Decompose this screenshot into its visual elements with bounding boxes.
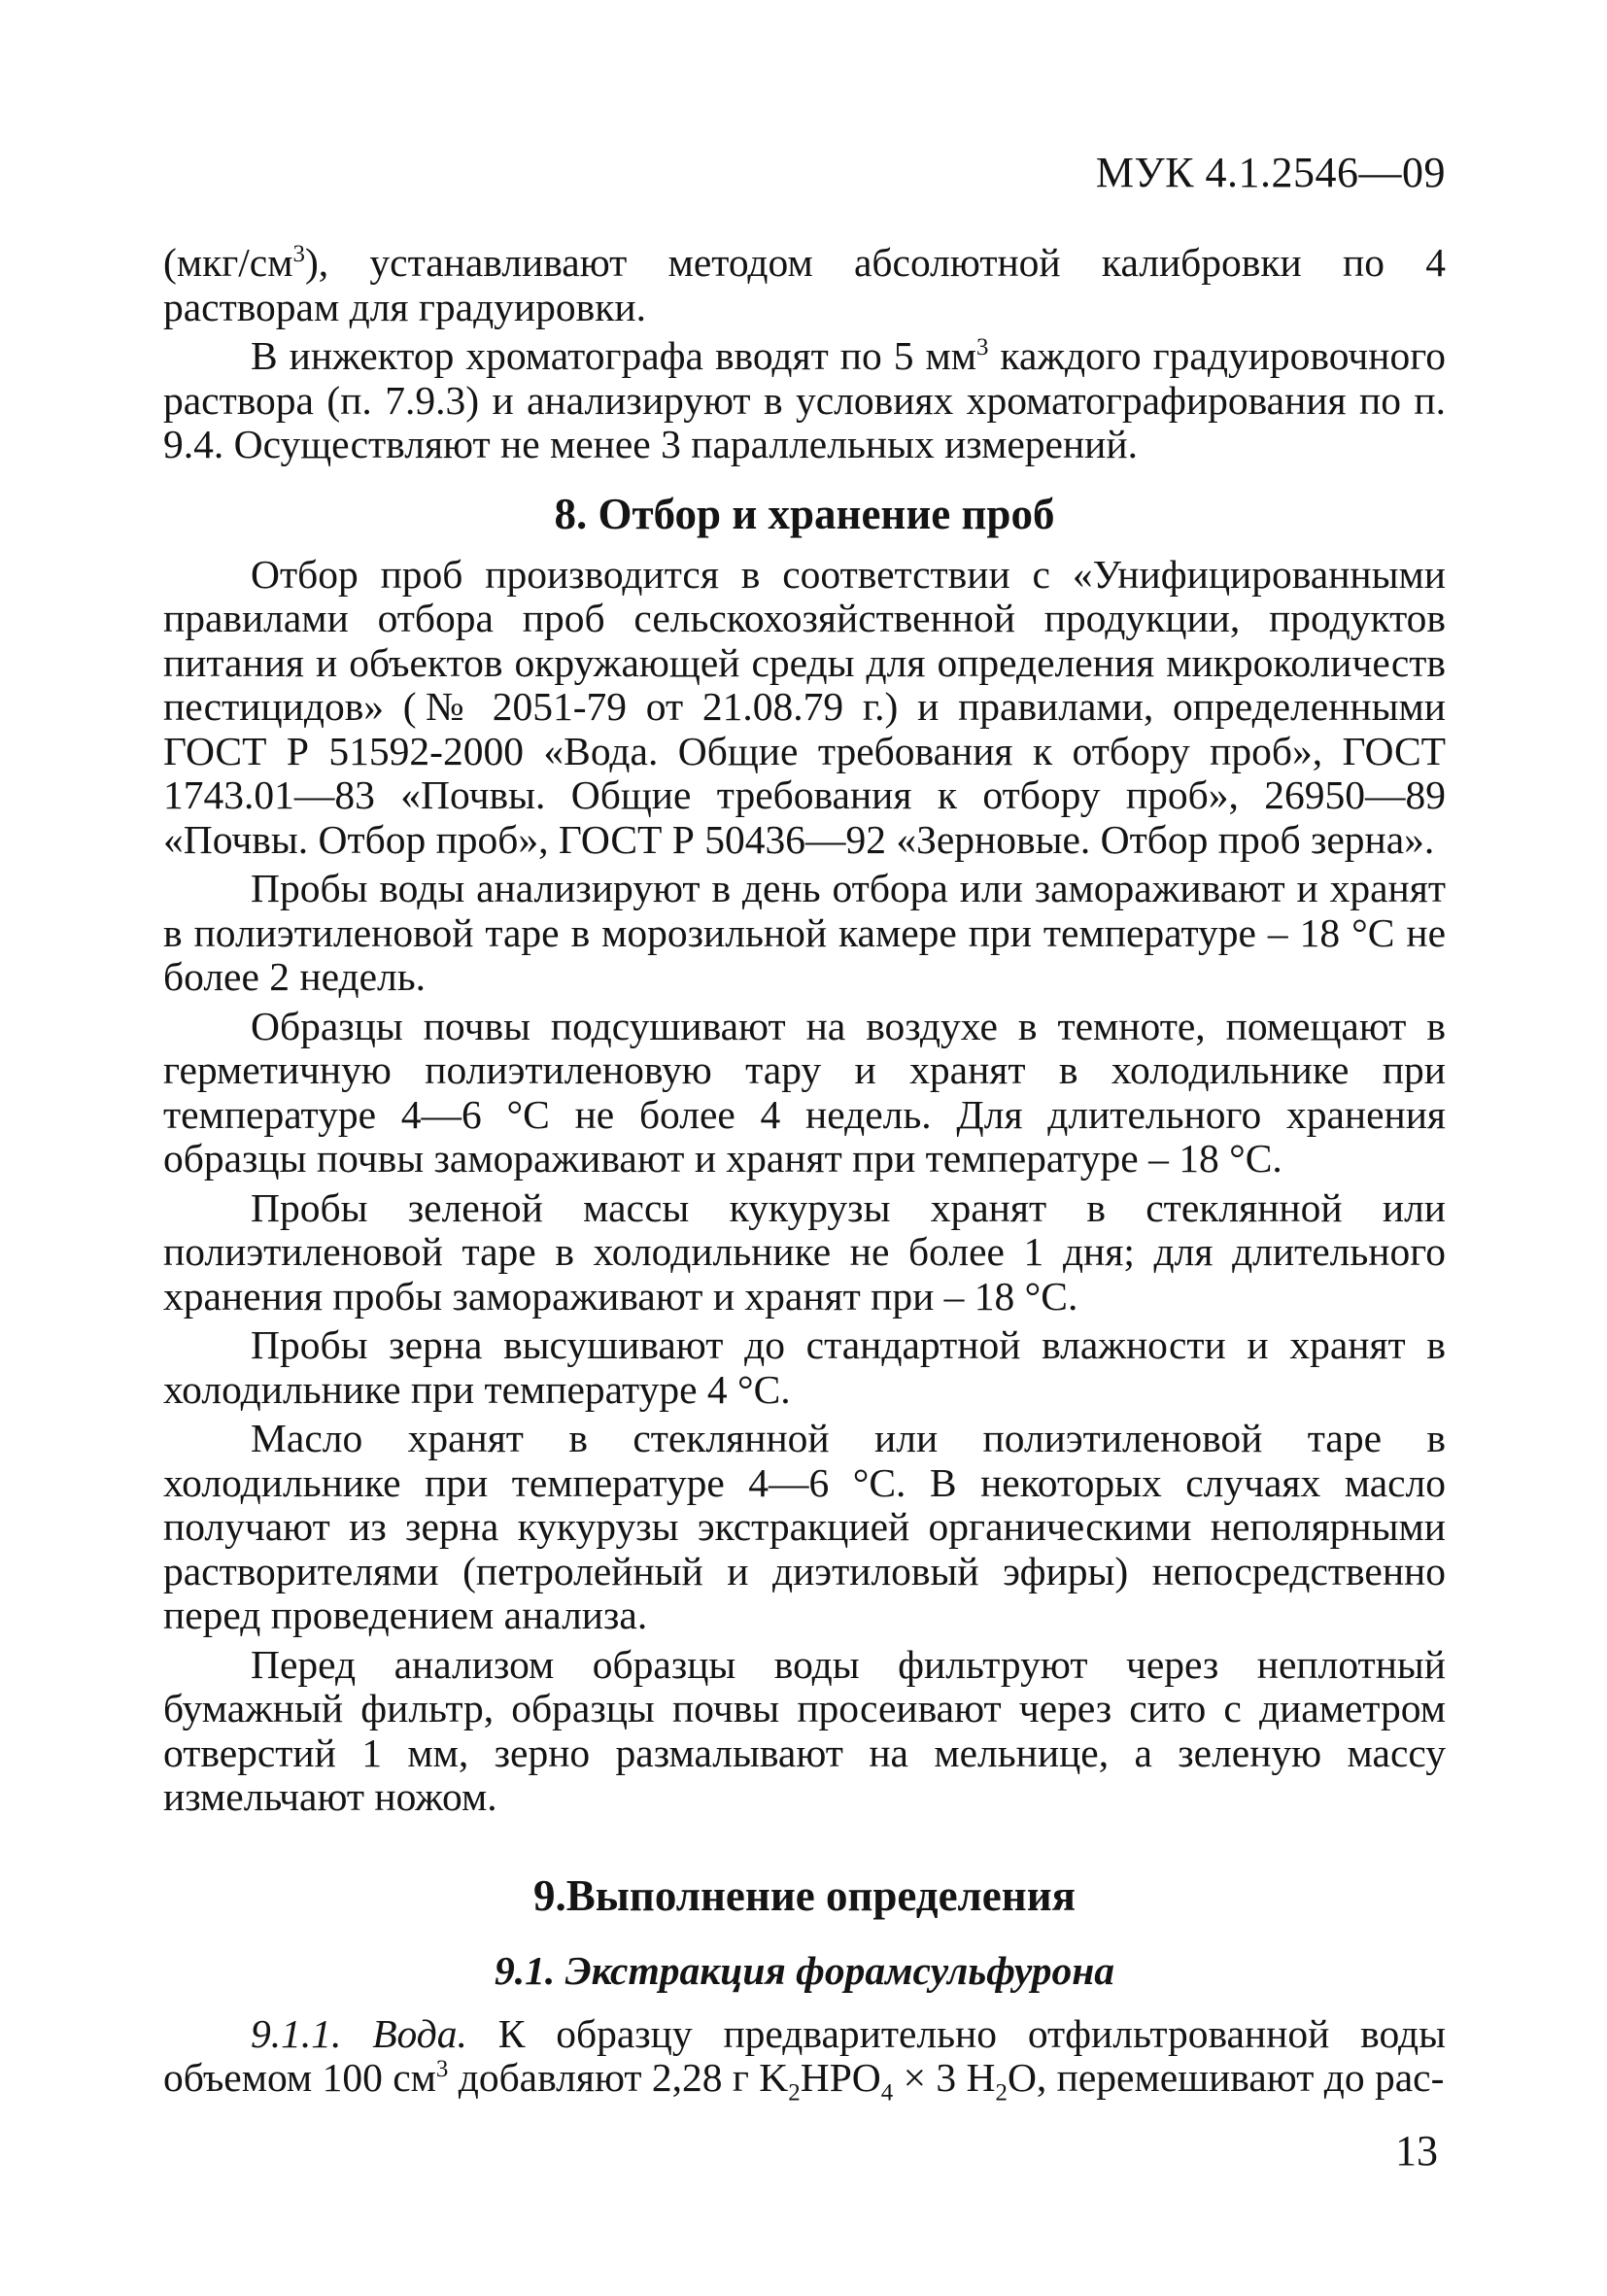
section-9-heading: 9.Выполнение определения [533, 1870, 1076, 1920]
superscript: 3 [975, 334, 989, 361]
document-code: МУК 4.1.2546—09 [1095, 149, 1446, 196]
text-span: (мкг/см [163, 240, 293, 285]
text-span: добавляют 2,28 г K [448, 2055, 789, 2100]
subscript: 2 [788, 2079, 801, 2107]
paragraph-injection [163, 334, 1446, 467]
text-span: HPO [800, 2055, 881, 2100]
paragraph-green-mass: Пробы зеленой массы кукурузы хранят в стеклянной или полиэтиленовой таре в холодильнике не более 1 дня; для длительного хранения пробы замораживают и хранят при – 18 °С. [163, 1184, 1446, 1319]
text-span: O, перемешивают до рас- [1007, 2055, 1445, 2100]
paragraph-oil: Масло хранят в стеклянной или полиэтиленовой таре в холодильнике при температуре 4—6 °С. В некоторых случаях масло получают из зерна кукурузы экстракцией органическими неполярными растворителями (петролейный и диэтиловый эфиры) непосредственно перед проведением анализа. [163, 1416, 1446, 1637]
superscript: 3 [435, 2056, 449, 2083]
section-8-heading: 8. Отбор и хранение проб [554, 489, 1055, 538]
text-span: К образцу предварительно отфильтрованной воды объемом 100 см [163, 2010, 1447, 2100]
paragraph-water-extraction [163, 2010, 1447, 2107]
text-span: ), устанавливают методом абсолютной калибровки по 4 растворам для градуировки. [163, 240, 1446, 329]
paragraph-calibration [163, 241, 1446, 329]
subsection-9-1-heading: 9.1. Экстракция форамсульфурона [494, 1947, 1115, 1993]
paragraph-grain: Пробы зерна высушивают до стандартной влажности и хранят в холодильнике при температуре 4 °С. [163, 1322, 1446, 1412]
subscript: 2 [995, 2079, 1008, 2107]
subscript: 4 [880, 2079, 894, 2107]
superscript: 3 [292, 241, 305, 268]
text-span: В инжектор хроматографа вводят по 5 мм [251, 333, 976, 378]
paragraph-soil-samples: Образцы почвы подсушивают на воздухе в темноте, помещают в герметичную полиэтиленовую тару и хранят в холодильнике при температуре 4—6 °С не более 4 недель. Для длительного хранения образцы почвы замораживают и хранят при температуре – 18 °С. [163, 1003, 1446, 1181]
paragraph-water-samples: Пробы воды анализируют в день отбора или замораживают и хранят в полиэтиленовой таре в морозильной камере при температуре – 18 °С не более 2 недель. [163, 866, 1446, 999]
text-span: каждого градуировочного раствора (п. 7.9.3) и анализируют в условиях хроматографирования по п. 9.4. Осуществляют не менее 3 параллельных измерений. [163, 333, 1446, 466]
text-span: × 3 H [893, 2055, 996, 2100]
paragraph-sampling-rules: Отбор проб производится в соответствии с «Унифицированными правилами отбора проб сельскохозяйственной продукции, продуктов питания и объектов окружающей среды для определения микроколичеств пестицидов» (№ 2051-79 от 21.08.79 г.) и правилами, определенными ГОСТ Р 51592-2000 «Вода. Общие требования к отбору проб», ГОСТ 1743.01—83 «Почвы. Общие требования к отбору проб», 26950—89 «Почвы. Отбор проб», ГОСТ Р 50436—92 «Зерновые. Отбор проб зерна». [163, 551, 1446, 862]
paragraph-preparation: Перед анализом образцы воды фильтруют через неплотный бумажный фильтр, образцы почвы просеивают через сито с диаметром отверстий 1 мм, зерно размалывают на мельнице, а зеленую массу измельчают ножом. [163, 1641, 1446, 1819]
page-number: 13 [1395, 2127, 1438, 2175]
item-label: 9.1.1. Вода. [251, 2010, 467, 2056]
page-body [163, 240, 1447, 2107]
